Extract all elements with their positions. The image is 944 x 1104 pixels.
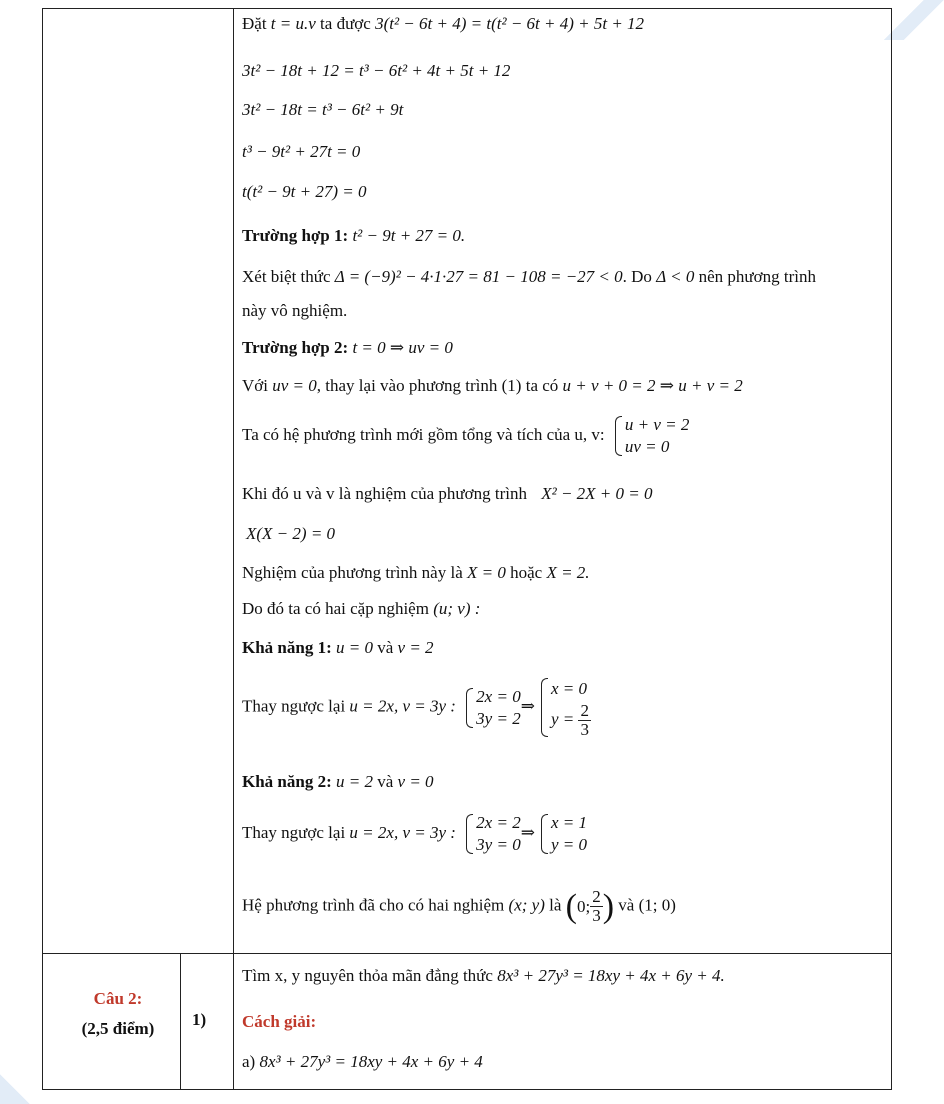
eq: 2x = 0	[476, 686, 521, 706]
eq: x = 0	[550, 679, 587, 698]
equation-system	[464, 686, 521, 730]
line-5: t(t² − 9t + 27) = 0	[242, 182, 367, 201]
text: Hệ phương trình đã cho có hai nghiệm	[242, 895, 509, 915]
question-part: 1)	[192, 1010, 207, 1029]
math: u = 2x, v = 3y :	[349, 822, 456, 842]
line-10	[242, 376, 743, 396]
text: và	[614, 895, 639, 915]
math: t = 0 ⇒ uv = 0	[352, 338, 453, 357]
sub-column-divider	[180, 953, 181, 1089]
corner-decoration	[884, 0, 944, 40]
line-11	[242, 414, 689, 458]
numerator: 2	[580, 701, 589, 720]
row-divider	[43, 953, 233, 954]
text: Với	[242, 376, 273, 395]
equation-system	[539, 676, 591, 739]
line-7	[242, 267, 816, 287]
line-6	[242, 226, 465, 246]
math: t² − 9t + 27 = 0.	[352, 226, 466, 245]
math: Δ = (−9)² − 4·1·27 = 81 − 108 = −27 < 0	[334, 267, 623, 286]
line-22	[242, 1012, 316, 1032]
line-18	[242, 772, 434, 792]
question-title: Câu 2:	[93, 989, 143, 1008]
text: và	[372, 772, 398, 791]
math: u + v + 0 = 2 ⇒ u + v = 2	[562, 376, 743, 395]
text: Thay ngược lại	[242, 696, 350, 716]
fraction	[578, 702, 591, 739]
text: a)	[242, 1052, 260, 1071]
math: X = 0	[466, 563, 506, 582]
eq: uv = 0	[624, 437, 670, 456]
numerator: 2	[592, 887, 601, 906]
line-23	[242, 1052, 483, 1072]
line-2: 3t² − 18t + 12 = t³ − 6t² + 4t + 5t + 12	[242, 61, 511, 80]
math: u = 2x, v = 3y :	[349, 696, 456, 716]
implies-symbol: ⇒	[520, 696, 535, 716]
solution-heading: Cách giải:	[242, 1012, 317, 1031]
line-20	[242, 888, 676, 925]
math: Δ < 0	[656, 267, 695, 286]
text: Do đó ta có hai cặp nghiệm	[242, 599, 434, 618]
eq: 2x = 2	[476, 813, 521, 832]
line-13: X(X − 2) = 0	[246, 524, 336, 543]
fraction	[590, 888, 603, 925]
line-14	[242, 563, 590, 583]
paren: (	[565, 887, 577, 925]
line-12	[242, 484, 653, 504]
row-divider-right	[233, 953, 891, 954]
math: v = 0	[397, 772, 434, 791]
line-9	[242, 338, 453, 358]
solution-table	[42, 8, 892, 1090]
eq: u + v = 2	[624, 415, 690, 434]
equation-system	[464, 812, 521, 856]
text: Đặt	[242, 14, 267, 33]
text: Thay ngược lại	[242, 822, 350, 842]
eq: 3y = 2	[476, 708, 521, 728]
text: Khi đó u và v là nghiệm của phương trình	[242, 484, 527, 503]
text: và	[372, 638, 398, 657]
math: t = u.v	[270, 14, 316, 33]
math: X² − 2X + 0 = 0	[541, 484, 653, 503]
math: (u; v) :	[433, 599, 481, 618]
text: Ta có hệ phương trình mới gồm tổng và tích của u, v:	[242, 424, 605, 444]
line-4: t³ − 9t² + 27t = 0	[242, 142, 361, 161]
question-header	[58, 984, 178, 1044]
case-label: Khả năng 2:	[242, 772, 332, 791]
math: (1; 0)	[638, 895, 676, 915]
text: . Do	[622, 267, 657, 286]
text: ta được	[315, 14, 376, 33]
eq: x = 1	[550, 813, 587, 832]
math: 8x³ + 27y³ = 18xy + 4x + 6y + 4.	[497, 966, 725, 985]
line-21	[242, 966, 725, 986]
line-19	[242, 812, 587, 856]
math: 8x³ + 27y³ = 18xy + 4x + 6y + 4	[259, 1052, 483, 1071]
math: u = 0	[336, 638, 373, 657]
equation-system	[539, 812, 587, 856]
math: uv = 0	[272, 376, 317, 395]
text: , thay lại vào phương trình (1) ta có	[316, 376, 563, 395]
math: (x; y)	[508, 895, 545, 915]
text: là	[544, 895, 566, 915]
math: 3(t² − 6t + 4) = t(t² − 6t + 4) + 5t + 12	[375, 14, 645, 33]
text: hoặc	[505, 563, 547, 582]
case-label: Trường hợp 1:	[242, 226, 349, 245]
eq: y =	[550, 709, 575, 729]
question-points: (2,5 điểm)	[81, 1019, 155, 1038]
text: Tìm x, y nguyên thỏa mãn đẳng thức	[242, 966, 498, 985]
eq: y = 0	[550, 835, 587, 854]
math: v = 2	[397, 638, 434, 657]
text: 0;	[576, 896, 591, 916]
equation-system	[613, 414, 690, 458]
line-16	[242, 638, 434, 658]
line-15	[242, 599, 480, 619]
line-17	[242, 676, 591, 739]
line-1	[242, 14, 644, 34]
denominator: 3	[580, 720, 589, 739]
line-8: này vô nghiệm.	[242, 301, 348, 320]
math: u = 2	[336, 772, 373, 791]
math: X = 2.	[546, 563, 590, 582]
line-3: 3t² − 18t = t³ − 6t² + 9t	[242, 100, 404, 119]
text: nên phương trình	[694, 267, 816, 286]
implies-symbol: ⇒	[520, 822, 535, 842]
eq: 3y = 0	[476, 835, 521, 854]
case-label: Trường hợp 2:	[242, 338, 349, 357]
column-divider	[233, 9, 234, 1089]
solution-pair	[566, 888, 614, 925]
text: Nghiệm của phương trình này là	[242, 563, 467, 582]
text: Xét biệt thức	[242, 267, 335, 286]
denominator: 3	[592, 906, 601, 925]
paren: )	[602, 887, 615, 925]
case-label: Khả năng 1:	[242, 638, 332, 657]
